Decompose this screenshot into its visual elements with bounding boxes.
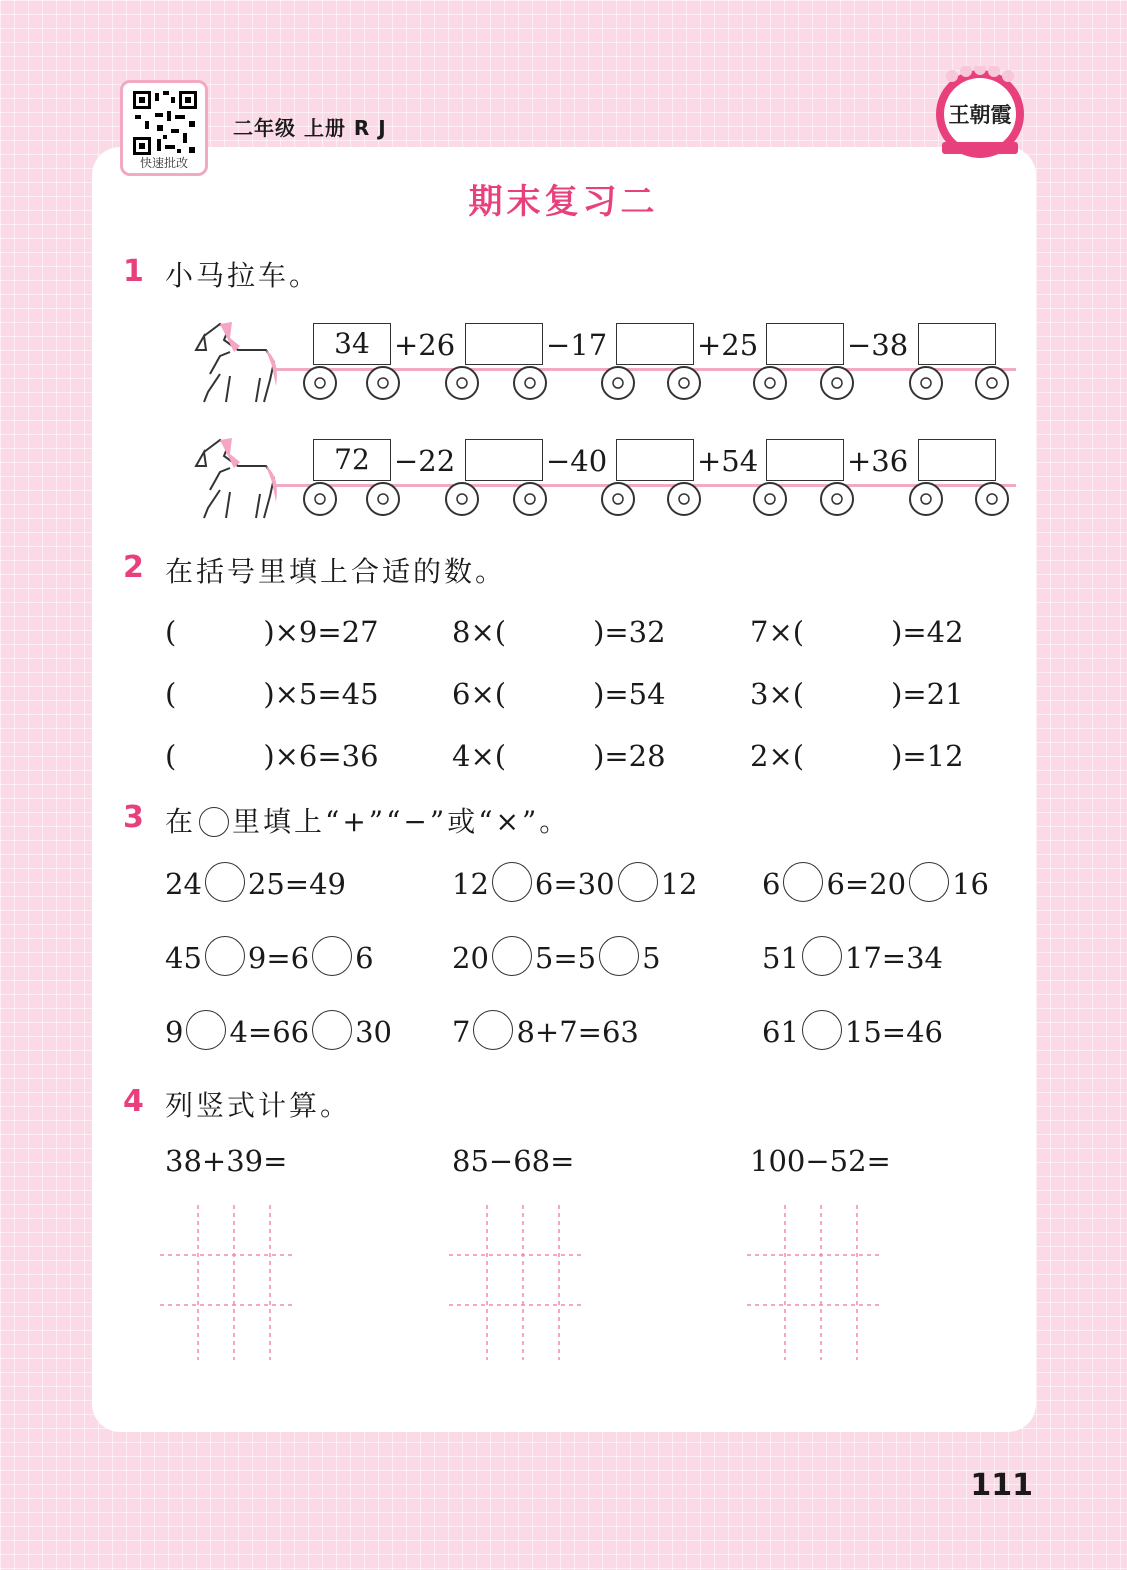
operator-circle[interactable]	[909, 862, 949, 902]
q2-item[interactable]: 3×( )=21	[750, 677, 964, 711]
q4-problem: 100−52=	[750, 1144, 891, 1178]
horse-icon	[190, 316, 282, 404]
question-4-number: 4	[123, 1084, 144, 1119]
question-4-text: 列竖式计算。	[165, 1089, 352, 1122]
operator-circle[interactable]	[802, 1010, 842, 1050]
train-1-op-2: −17	[546, 328, 608, 362]
vertical-calc-grid[interactable]	[449, 1205, 589, 1360]
train-1-answer-box-1[interactable]	[465, 323, 543, 365]
train-1-answer-box-3[interactable]	[766, 323, 844, 365]
qr-code[interactable]	[120, 80, 208, 176]
publisher-logo	[930, 66, 1030, 166]
operator-circle[interactable]	[312, 1010, 352, 1050]
train-1-op-1: +26	[394, 328, 456, 362]
operator-circle[interactable]	[492, 862, 532, 902]
q3-item: 20 5=5 5	[452, 940, 661, 980]
train-2-start-box: 72	[313, 439, 391, 481]
q2-item[interactable]: 4×( )=28	[452, 739, 666, 773]
horse-icon	[190, 432, 282, 520]
operator-circle[interactable]	[618, 862, 658, 902]
q3-item: 7 8+7=63	[452, 1014, 639, 1054]
train-1-answer-box-4[interactable]	[918, 323, 996, 365]
q2-item[interactable]: ( )×6=36	[165, 739, 379, 773]
train-1-start-box: 34	[313, 323, 391, 365]
train-2-op-1: −22	[394, 444, 456, 478]
question-1-text: 小马拉车。	[165, 259, 321, 292]
q3-item: 51 17=34	[762, 940, 943, 980]
question-2-text: 在括号里填上合适的数。	[165, 555, 507, 588]
circle-icon	[199, 807, 229, 837]
page-title: 期末复习二	[468, 182, 659, 222]
question-3-text: 在 里填上“+”“−”或“×”。	[165, 805, 571, 838]
train-2-answer-box-3[interactable]	[766, 439, 844, 481]
question-1-number: 1	[123, 254, 144, 289]
q3-item: 9 4=66 30	[165, 1014, 392, 1054]
q2-item[interactable]: ( )×5=45	[165, 677, 379, 711]
question-3-number: 3	[123, 800, 144, 835]
q2-item[interactable]: 7×( )=42	[750, 615, 964, 649]
train-1-op-3: +25	[697, 328, 759, 362]
qr-caption: 快速批改	[139, 156, 188, 170]
train-1-wheels	[300, 364, 1020, 404]
question-2-number: 2	[123, 550, 144, 585]
operator-circle[interactable]	[312, 936, 352, 976]
q4-problem: 38+39=	[165, 1144, 288, 1178]
q3-item: 45 9=6 6	[165, 940, 374, 980]
operator-circle[interactable]	[783, 862, 823, 902]
q3-item: 61 15=46	[762, 1014, 943, 1054]
train-2-answer-box-4[interactable]	[918, 439, 996, 481]
operator-circle[interactable]	[599, 936, 639, 976]
train-2-answer-box-1[interactable]	[465, 439, 543, 481]
train-1-answer-box-2[interactable]	[616, 323, 694, 365]
train-2-op-4: +36	[847, 444, 909, 478]
operator-circle[interactable]	[205, 936, 245, 976]
q3-item: 24 25=49	[165, 866, 346, 906]
train-2-answer-box-2[interactable]	[616, 439, 694, 481]
q2-item[interactable]: 8×( )=32	[452, 615, 666, 649]
vertical-calc-grid[interactable]	[160, 1205, 300, 1360]
logo-text: 王朝霞	[948, 102, 1012, 127]
q3-item: 6 6=20 16	[762, 866, 989, 906]
vertical-calc-grid[interactable]	[747, 1205, 887, 1360]
q3-item: 12 6=30 12	[452, 866, 697, 906]
q2-item[interactable]: 2×( )=12	[750, 739, 964, 773]
train-2-wheels	[300, 480, 1020, 520]
page-number: 111	[970, 1468, 1033, 1503]
operator-circle[interactable]	[473, 1010, 513, 1050]
operator-circle[interactable]	[205, 862, 245, 902]
q2-item[interactable]: 6×( )=54	[452, 677, 666, 711]
train-1-op-4: −38	[847, 328, 909, 362]
q2-item[interactable]: ( )×9=27	[165, 615, 379, 649]
operator-circle[interactable]	[186, 1010, 226, 1050]
grade-label: 二年级 上册 R J	[233, 116, 387, 140]
operator-circle[interactable]	[802, 936, 842, 976]
train-2-op-3: +54	[697, 444, 759, 478]
q4-problem: 85−68=	[452, 1144, 575, 1178]
qr-code-icon	[131, 89, 199, 157]
train-2-op-2: −40	[546, 444, 608, 478]
operator-circle[interactable]	[492, 936, 532, 976]
